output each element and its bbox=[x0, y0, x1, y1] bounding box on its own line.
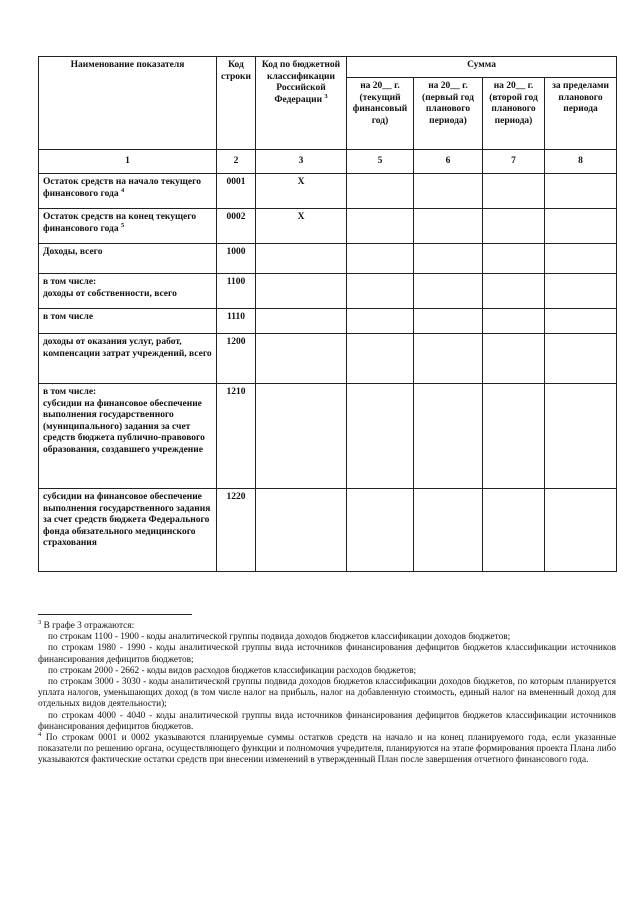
value-cell bbox=[347, 244, 414, 274]
col-number: 2 bbox=[217, 150, 256, 174]
row-code: 1200 bbox=[217, 334, 256, 384]
row-name: субсидии на финансовое обеспечение выполнения государственного задания за счет средств бюджета Федерального фонда обязательного медицинского страхования bbox=[39, 489, 217, 572]
row-name: доходы от оказания услуг, работ, компенсации затрат учреждений, всего bbox=[39, 334, 217, 384]
value-cell bbox=[347, 309, 414, 334]
row-name: в том числе bbox=[39, 309, 217, 334]
footnote-3-line: по строкам 4000 - 4040 - коды аналитической группы вида источников финансирования дефицитов бюджетов классификации источников финансирования дефицитов бюджетов. bbox=[38, 710, 616, 732]
value-cell bbox=[483, 384, 545, 489]
col-number: 6 bbox=[414, 150, 483, 174]
table-row bbox=[39, 334, 617, 384]
value-cell bbox=[414, 174, 483, 209]
header-sub-2: на 20__ г. (первый год планового периода) bbox=[414, 78, 483, 150]
row-bk-code bbox=[256, 274, 347, 309]
row-name: в том числе: доходы от собственности, всего bbox=[39, 274, 217, 309]
value-cell bbox=[483, 174, 545, 209]
value-cell bbox=[347, 209, 414, 244]
header-code-row: Код строки bbox=[217, 57, 256, 150]
header-sub-3: на 20__ г. (второй год планового периода) bbox=[483, 78, 545, 150]
row-name: Остаток средств на конец текущего финансового года $^5$ bbox=[39, 209, 217, 244]
row-bk-code bbox=[256, 309, 347, 334]
header-name: Наименование показателя bbox=[39, 57, 217, 150]
footnote-ref-3: 3 bbox=[324, 92, 328, 100]
header-sub-4: за пределами планового периода bbox=[545, 78, 617, 150]
value-cell bbox=[347, 384, 414, 489]
footnote-3-title: $^3$ В графе 3 отражаются: bbox=[38, 618, 135, 631]
value-cell bbox=[483, 334, 545, 384]
footnote-separator bbox=[38, 614, 192, 615]
footnote-3-line: по строкам 1100 - 1900 - коды аналитической группы подвида доходов бюджетов классификации доходов бюджетов; bbox=[48, 632, 511, 643]
value-cell bbox=[545, 244, 617, 274]
header-sub-1: на 20__ г. (текущий финансовый год) bbox=[347, 78, 414, 150]
col-number: 3 bbox=[256, 150, 347, 174]
footnote-ref-5: 5 bbox=[120, 221, 125, 229]
value-cell bbox=[545, 384, 617, 489]
table-row bbox=[39, 489, 617, 572]
table-row bbox=[39, 309, 617, 334]
row-name: Остаток средств на начало текущего финансового года $^4$ bbox=[39, 174, 217, 209]
footnotes bbox=[38, 618, 616, 767]
value-cell bbox=[545, 174, 617, 209]
value-cell bbox=[414, 384, 483, 489]
row-code: 1220 bbox=[217, 489, 256, 572]
row-bk-code bbox=[256, 244, 347, 274]
row-code: 1100 bbox=[217, 274, 256, 309]
footnote-4: $^4$ По строкам 0001 и 0002 указываются планируемые суммы остатков средств на начало и на конец планируемого года, если указанные показатели по решению органа, осуществляющего функции и полномочия учредителя, планируются на этапе формирования проекта Плана либо указываются фактические остатки средств при внесении изменений в утвержденный План после завершения отчетного финансового года. bbox=[38, 730, 616, 766]
header-code-budget: Код по бюджетной классификации Российской Федерации $^3$ bbox=[256, 57, 347, 150]
col-number: 1 bbox=[39, 150, 217, 174]
value-cell bbox=[347, 174, 414, 209]
row-bk-code bbox=[256, 334, 347, 384]
value-cell bbox=[414, 489, 483, 572]
financial-plan-table bbox=[38, 56, 617, 572]
value-cell bbox=[414, 309, 483, 334]
value-cell bbox=[414, 209, 483, 244]
table-row bbox=[39, 274, 617, 309]
footnote-3-line: по строкам 2000 - 2662 - коды видов расходов бюджетов классификации расходов бюджетов; bbox=[48, 665, 417, 676]
value-cell bbox=[483, 209, 545, 244]
column-number-row bbox=[39, 150, 617, 174]
value-cell bbox=[414, 274, 483, 309]
col-number: 8 bbox=[545, 150, 617, 174]
row-code: 0001 bbox=[217, 174, 256, 209]
header-sum: Сумма bbox=[347, 57, 617, 78]
footnote-3-line: по строкам 1980 - 1990 - коды аналитической группы вида источников финансирования дефицитов бюджетов классификации источников финансирования дефицитов бюджетов; bbox=[38, 643, 616, 665]
value-cell bbox=[347, 334, 414, 384]
table-row bbox=[39, 209, 617, 244]
table-row bbox=[39, 244, 617, 274]
row-name: Доходы, всего bbox=[39, 244, 217, 274]
col-number: 7 bbox=[483, 150, 545, 174]
value-cell bbox=[347, 489, 414, 572]
value-cell bbox=[545, 274, 617, 309]
footnote-ref-4: 4 bbox=[120, 186, 125, 194]
row-bk-code bbox=[256, 489, 347, 572]
row-name: в том числе: субсидии на финансовое обеспечение выполнения государственного (муниципального) задания за счет средств бюджета публично-правового образования, создавшего учреждение bbox=[39, 384, 217, 489]
value-cell bbox=[483, 489, 545, 572]
value-cell bbox=[347, 274, 414, 309]
row-code: 1110 bbox=[217, 309, 256, 334]
value-cell bbox=[414, 244, 483, 274]
col-number: 5 bbox=[347, 150, 414, 174]
value-cell bbox=[414, 334, 483, 384]
row-code: 1210 bbox=[217, 384, 256, 489]
table-row bbox=[39, 174, 617, 209]
table-row bbox=[39, 384, 617, 489]
value-cell bbox=[483, 244, 545, 274]
footnote-3-line: по строкам 3000 - 3030 - коды аналитической группы подвида доходов бюджетов классификации доходов бюджетов, по которым планируется уплата налогов, уменьшающих доход (в том числе налог на прибыль, налог на добавленную стоимость, единый налог на вмененный доход для отдельных видов деятельности); bbox=[38, 677, 616, 710]
value-cell bbox=[483, 274, 545, 309]
row-code: 1000 bbox=[217, 244, 256, 274]
value-cell bbox=[545, 209, 617, 244]
row-bk-code bbox=[256, 384, 347, 489]
row-bk-code: X bbox=[256, 209, 347, 244]
value-cell bbox=[545, 334, 617, 384]
value-cell bbox=[545, 489, 617, 572]
value-cell bbox=[483, 309, 545, 334]
row-code: 0002 bbox=[217, 209, 256, 244]
row-bk-code: X bbox=[256, 174, 347, 209]
value-cell bbox=[545, 309, 617, 334]
